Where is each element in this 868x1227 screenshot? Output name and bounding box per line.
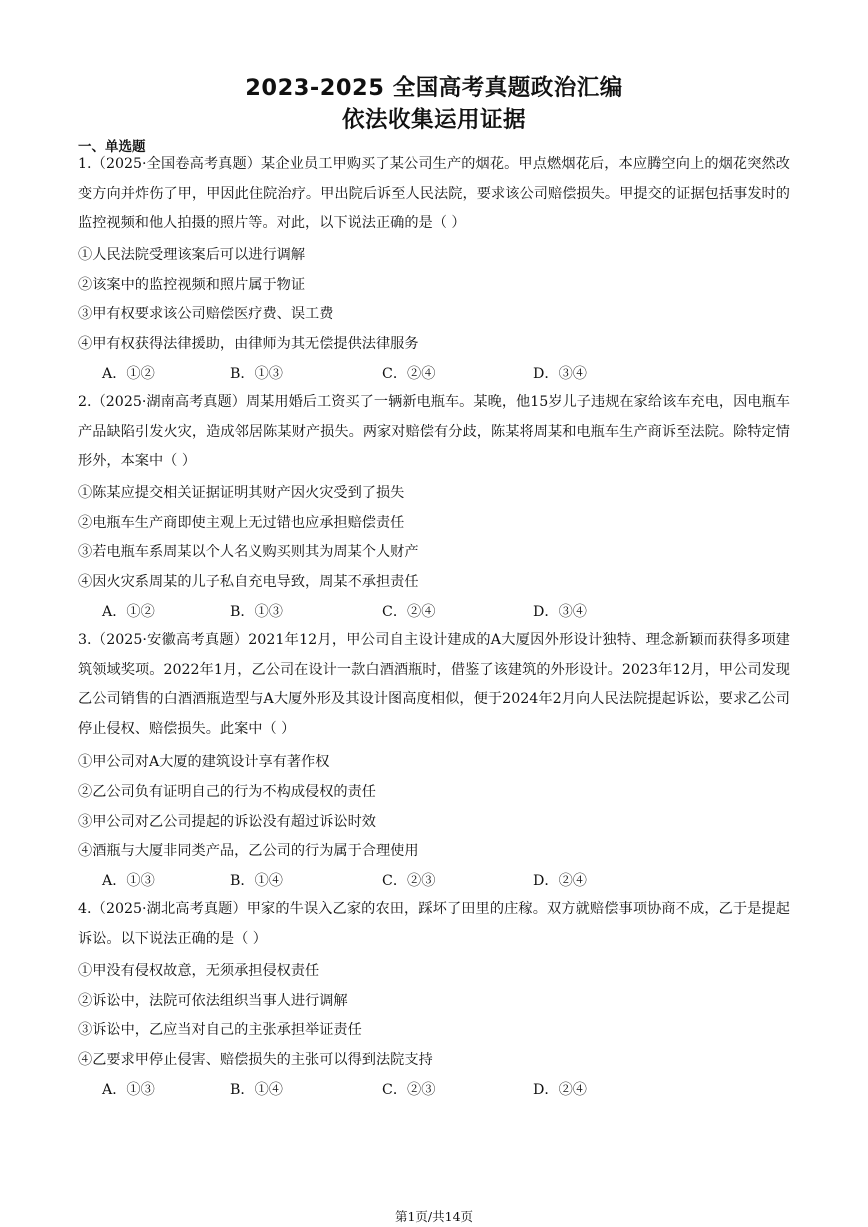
option-c[interactable]: C．②④ xyxy=(382,366,436,382)
question-4-item-3: ③诉讼中，乙应当对自己的主张承担举证责任 xyxy=(78,1022,362,1038)
option-b[interactable]: B．①④ xyxy=(230,1082,283,1098)
question-4-stem: 4.（2025·湖北高考真题）甲家的牛误入乙家的农田，踩坏了田里的庄稼。双方就赔偿事项协商不成，乙于是提起诉讼。以下说法正确的是（ ） xyxy=(78,901,790,947)
option-b[interactable]: B．①③ xyxy=(230,366,283,382)
question-1-item-1: ①人民法院受理该案后可以进行调解 xyxy=(78,247,306,263)
page-subtitle: 依法收集运用证据 xyxy=(341,107,526,133)
question-1-item-2: ②该案中的监控视频和照片属于物证 xyxy=(78,277,306,293)
question-2-stem: 2.（2025·湖南高考真题）周某用婚后工资买了一辆新电瓶车。某晚，他15岁儿子违规在家给该车充电，因电瓶车产品缺陷引发火灾，造成邻居陈某财产损失。两家对赔偿有分歧，陈某将周某和电瓶车生产商诉至法院。除特定情形外，本案中（ ） xyxy=(78,394,790,470)
question-2-item-1: ①陈某应提交相关证据证明其财产因火灾受到了损失 xyxy=(78,485,405,501)
question-3-stem: 3.（2025·安徽高考真题）2021年12月，甲公司自主设计建成的A大厦因外形设计独特、理念新颖而获得多项建筑领域奖项。2022年1月，乙公司在设计一款白酒酒瓶时，借鉴了该建筑的外形设计。2023年12月，甲公司发现乙公司销售的白酒酒瓶造型与A大厦外形及其设计图高度相似，便于2024年2月向人民法院提起诉讼，要求乙公司停止侵权、赔偿损失。此案中（ ） xyxy=(78,632,790,738)
option-b[interactable]: B．①④ xyxy=(230,873,283,889)
option-a[interactable]: A．①③ xyxy=(102,1082,155,1098)
question-2-item-3: ③若电瓶车系周某以个人名义购买则其为周某个人财产 xyxy=(78,544,419,560)
option-c[interactable]: C．②④ xyxy=(382,604,436,620)
question-2-item-4: ④因火灾系周某的儿子私自充电导致，周某不承担责任 xyxy=(78,574,419,590)
option-c[interactable]: C．②③ xyxy=(382,1082,436,1098)
page-title: 2023-2025 全国高考真题政治汇编 xyxy=(245,75,623,101)
question-4-item-1: ①甲没有侵权故意，无须承担侵权责任 xyxy=(78,963,320,979)
question-1-stem: 1.（2025·全国卷高考真题）某企业员工甲购买了某公司生产的烟花。甲点燃烟花后，本应腾空向上的烟花突然改变方向并炸伤了甲，甲因此住院治疗。甲出院后诉至人民法院，要求该公司赔偿损失。甲提交的证据包括事发时的监控视频和他人拍摄的照片等。对此，以下说法正确的是（ ） xyxy=(78,156,790,232)
option-a[interactable]: A．①② xyxy=(102,366,155,382)
section-heading: 一、单选题 xyxy=(78,139,146,155)
question-3-item-3: ③甲公司对乙公司提起的诉讼没有超过诉讼时效 xyxy=(78,814,376,830)
option-a[interactable]: A．①② xyxy=(102,604,155,620)
option-d[interactable]: D．②④ xyxy=(533,873,587,889)
option-b[interactable]: B．①③ xyxy=(230,604,283,620)
question-4-item-2: ②诉讼中，法院可依法组织当事人进行调解 xyxy=(78,993,348,1009)
question-2-item-2: ②电瓶车生产商即使主观上无过错也应承担赔偿责任 xyxy=(78,515,405,531)
option-d[interactable]: D．③④ xyxy=(533,366,587,382)
option-a[interactable]: A．①③ xyxy=(102,873,155,889)
question-3-item-1: ①甲公司对A大厦的建筑设计享有著作权 xyxy=(78,754,330,770)
question-3-item-2: ②乙公司负有证明自己的行为不构成侵权的责任 xyxy=(78,784,376,800)
option-c[interactable]: C．②③ xyxy=(382,873,436,889)
question-4-item-4: ④乙要求甲停止侵害、赔偿损失的主张可以得到法院支持 xyxy=(78,1052,433,1068)
option-d[interactable]: D．③④ xyxy=(533,604,587,620)
question-1-item-3: ③甲有权要求该公司赔偿医疗费、误工费 xyxy=(78,306,334,322)
question-3-item-4: ④酒瓶与大厦非同类产品，乙公司的行为属于合理使用 xyxy=(78,843,419,859)
question-1-item-4: ④甲有权获得法律援助，由律师为其无偿提供法律服务 xyxy=(78,336,419,352)
page-number: 第1页/共14页 xyxy=(394,1209,474,1224)
option-d[interactable]: D．②④ xyxy=(533,1082,587,1098)
